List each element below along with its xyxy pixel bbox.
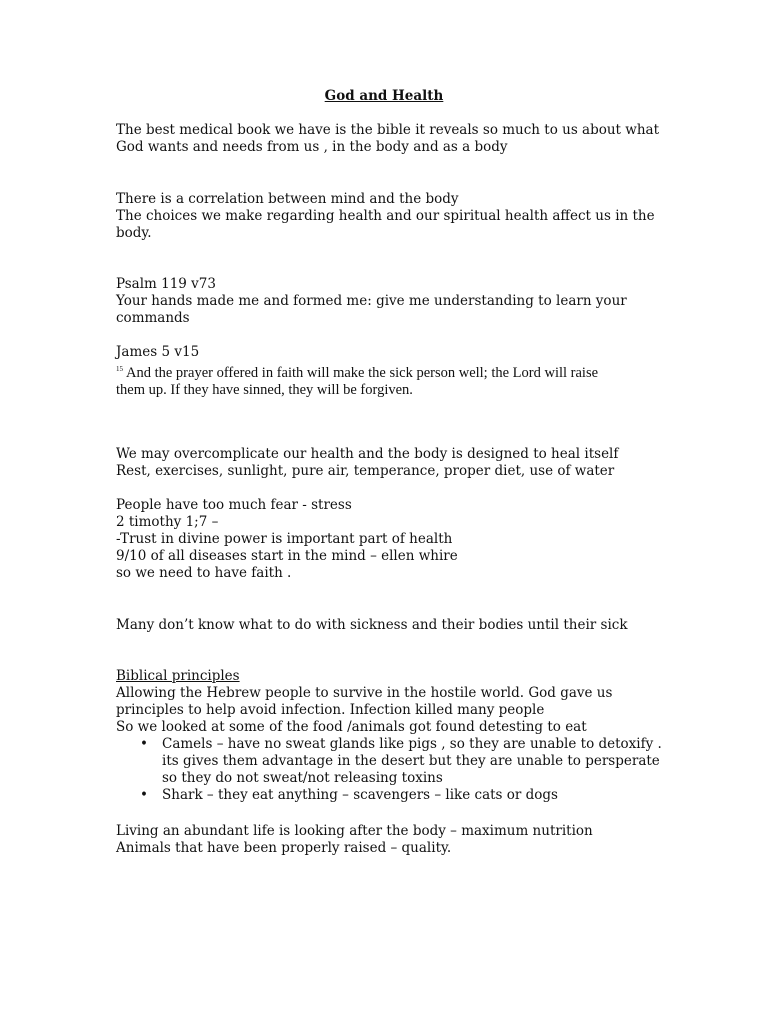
bullet-line: Camels – have no sweat glands like pigs , so they are unable to detoxify .	[162, 736, 662, 752]
overcomplicate-line: Rest, exercises, sunlight, pure air, temperance, proper diet, use of water	[116, 463, 615, 479]
psalm-text-line: Your hands made me and formed me: give me understanding to learn your	[116, 293, 627, 309]
fear-line: so we need to have faith .	[116, 565, 292, 581]
fear-line: -Trust in divine power is important part of health	[116, 531, 453, 547]
bullet-list	[116, 736, 662, 804]
correlation-line: body.	[116, 225, 152, 241]
list-item	[116, 787, 656, 804]
correlation-line: There is a correlation between mind and the body	[116, 191, 459, 207]
biblical-line: So we looked at some of the food /animals got found detesting to eat	[116, 719, 587, 735]
fear-paragraph	[116, 497, 656, 582]
biblical-line: principles to help avoid infection. Infection killed many people	[116, 702, 545, 718]
biblical-principles-section	[116, 668, 662, 804]
intro-line: The best medical book we have is the bible it reveals so much to us about what	[116, 122, 659, 138]
fear-line: 9/10 of all diseases start in the mind – ellen whire	[116, 548, 458, 564]
james-verse-line	[116, 361, 656, 382]
page-title: God and Health	[324, 88, 444, 104]
overcomplicate-paragraph	[116, 446, 656, 480]
bullet-icon: •	[140, 787, 148, 803]
bullet-line: its gives them advantage in the desert but they are unable to persperate	[162, 753, 660, 769]
many-line: Many don’t know what to do with sickness and their bodies until their sick	[116, 617, 628, 633]
psalm-text-line: commands	[116, 310, 190, 326]
james-reference: James 5 v15	[116, 344, 200, 360]
bullet-line: so they do not sweat/not releasing toxins	[162, 770, 443, 786]
bullet-line: Shark – they eat anything – scavengers – like cats or dogs	[162, 787, 558, 803]
james-section	[116, 344, 656, 399]
section-heading: Biblical principles	[116, 668, 240, 684]
many-paragraph	[116, 617, 656, 634]
james-verse-text: And the prayer offered in faith will make the sick person well; the Lord will raise	[126, 364, 599, 381]
fear-line: 2 timothy 1;7 –	[116, 514, 219, 530]
bullet-icon: •	[140, 736, 148, 752]
abundant-line: Living an abundant life is looking after the body – maximum nutrition	[116, 823, 593, 839]
psalm-section	[116, 276, 656, 327]
correlation-line: The choices we make regarding health and our spiritual health affect us in the	[116, 208, 655, 224]
fear-line: People have too much fear - stress	[116, 497, 352, 513]
verse-number: 15	[116, 365, 123, 373]
correlation-paragraph	[116, 191, 656, 242]
james-verse-line: them up. If they have sinned, they will be forgiven.	[116, 381, 413, 398]
biblical-line: Allowing the Hebrew people to survive in the hostile world. God gave us	[116, 685, 613, 701]
intro-line: God wants and needs from us , in the body and as a body	[116, 139, 508, 155]
intro-paragraph	[116, 122, 659, 156]
abundant-paragraph	[116, 823, 656, 857]
psalm-reference: Psalm 119 v73	[116, 276, 216, 292]
overcomplicate-line: We may overcomplicate our health and the body is designed to heal itself	[116, 446, 619, 462]
abundant-line: Animals that have been properly raised – quality.	[116, 840, 452, 856]
list-item	[116, 736, 662, 787]
